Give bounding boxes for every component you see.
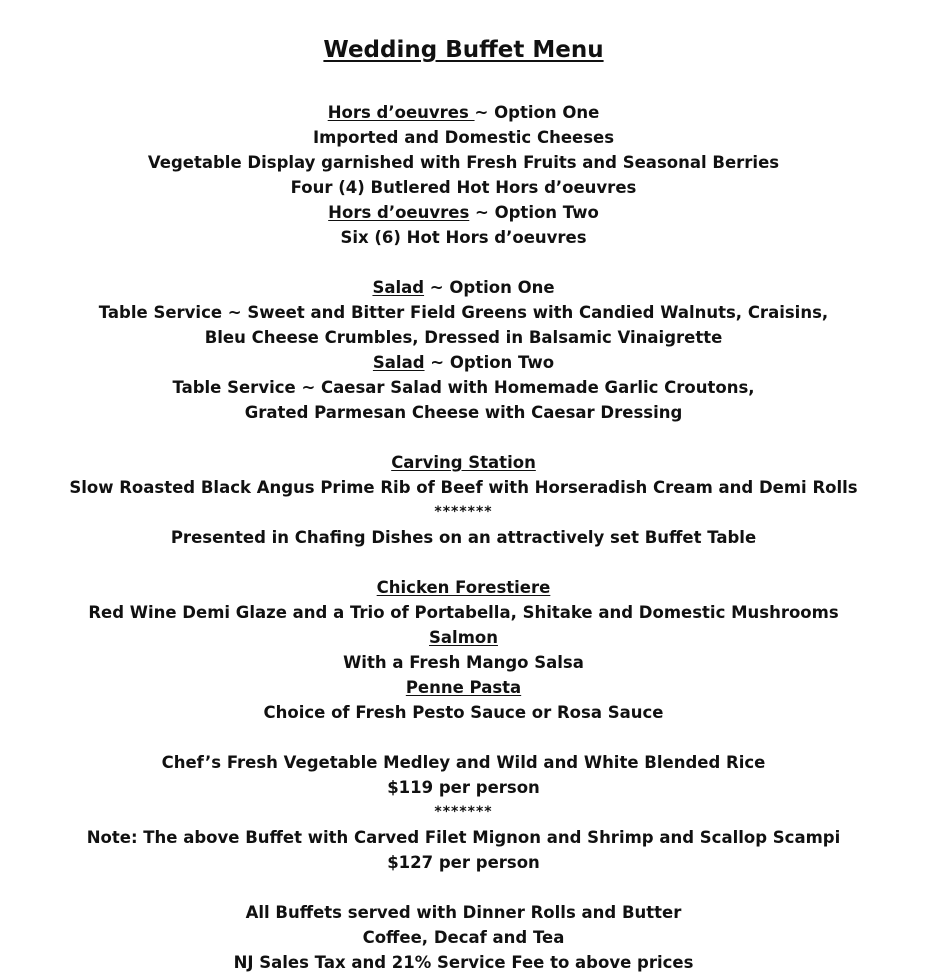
upgrade-note: Note: The above Buffet with Carved Filet Mignon and Shrimp and Scallop Scampi bbox=[86, 828, 841, 847]
menu-item: Table Service ~ Sweet and Bitter Field Greens with Candied Walnuts, Craisins, bbox=[98, 303, 829, 322]
menu-item: Bleu Cheese Crumbles, Dressed in Balsamic Vinaigrette bbox=[204, 328, 723, 347]
section-heading: Carving Station bbox=[391, 453, 536, 472]
footer-line: All Buffets served with Dinner Rolls and Butter bbox=[245, 903, 682, 922]
carving-station-heading bbox=[0, 450, 927, 475]
menu-item: Six (6) Hot Hors d’oeuvres bbox=[340, 228, 587, 247]
salad-option-two-heading bbox=[0, 350, 927, 375]
separator: ******* bbox=[434, 504, 493, 520]
hors-doeuvres-option-two-heading bbox=[0, 200, 927, 225]
section-heading: Penne Pasta bbox=[405, 678, 522, 697]
section-spacer bbox=[0, 425, 927, 450]
footer-line: Coffee, Decaf and Tea bbox=[362, 928, 565, 947]
option-label: ~ Option Two bbox=[469, 203, 599, 222]
option-label: ~ Option One bbox=[424, 278, 555, 297]
section-heading: Salmon bbox=[429, 628, 498, 647]
page-title-text: Wedding Buffet Menu bbox=[323, 37, 604, 63]
price: $119 per person bbox=[387, 778, 540, 797]
menu-item: Grated Parmesan Cheese with Caesar Dressing bbox=[244, 403, 683, 422]
footer-line: NJ Sales Tax and 21% Service Fee to above prices bbox=[233, 953, 694, 972]
menu-item: Vegetable Display garnished with Fresh Fruits and Seasonal Berries bbox=[147, 153, 780, 172]
menu-item: With a Fresh Mango Salsa bbox=[343, 653, 584, 672]
section-heading: Hors d’oeuvres bbox=[327, 103, 475, 122]
section-spacer bbox=[0, 550, 927, 575]
section-spacer bbox=[0, 875, 927, 900]
salad-option-one-heading bbox=[0, 275, 927, 300]
menu-body bbox=[0, 100, 927, 975]
price: $127 per person bbox=[387, 853, 540, 872]
hors-doeuvres-option-one-heading bbox=[0, 100, 927, 125]
section-spacer bbox=[0, 725, 927, 750]
salmon-heading bbox=[0, 625, 927, 650]
menu-item: Four (4) Butlered Hot Hors d’oeuvres bbox=[290, 178, 637, 197]
menu-item: Choice of Fresh Pesto Sauce or Rosa Sauce bbox=[263, 703, 664, 722]
page-title bbox=[0, 34, 927, 66]
section-spacer bbox=[0, 250, 927, 275]
option-label: ~ Option One bbox=[474, 103, 600, 122]
pasta-heading bbox=[0, 675, 927, 700]
menu-item: Table Service ~ Caesar Salad with Homemade Garlic Croutons, bbox=[172, 378, 755, 397]
separator: ******* bbox=[434, 804, 493, 820]
menu-item: Red Wine Demi Glaze and a Trio of Portabella, Shitake and Domestic Mushrooms bbox=[88, 603, 839, 622]
section-heading: Salad bbox=[372, 353, 425, 372]
section-heading: Chicken Forestiere bbox=[376, 578, 551, 597]
menu-item: Chef’s Fresh Vegetable Medley and Wild and White Blended Rice bbox=[161, 753, 766, 772]
menu-item: Imported and Domestic Cheeses bbox=[312, 128, 615, 147]
section-heading: Salad bbox=[372, 278, 425, 297]
section-heading: Hors d’oeuvres bbox=[328, 203, 470, 222]
menu-item: Slow Roasted Black Angus Prime Rib of Beef with Horseradish Cream and Demi Rolls bbox=[69, 478, 858, 497]
chicken-heading bbox=[0, 575, 927, 600]
presentation-note: Presented in Chafing Dishes on an attractively set Buffet Table bbox=[170, 528, 757, 547]
option-label: ~ Option Two bbox=[424, 353, 555, 372]
